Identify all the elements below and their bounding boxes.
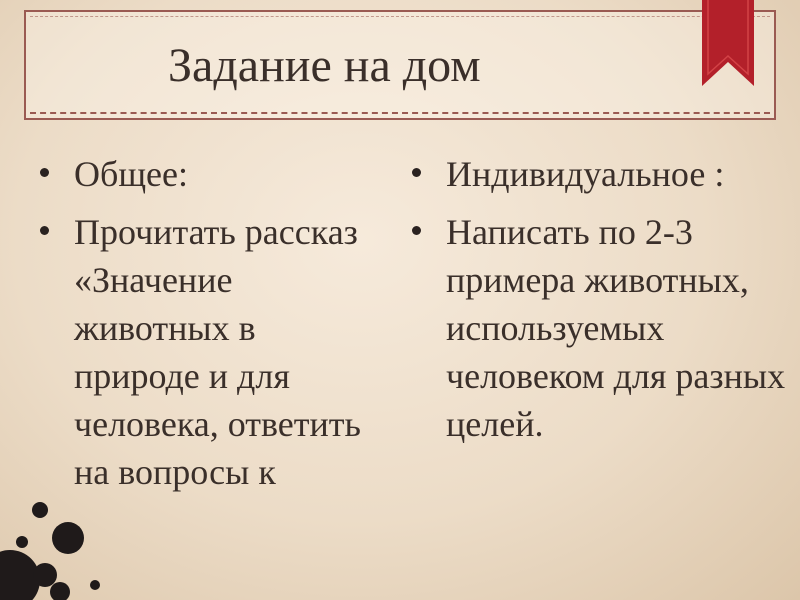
bullet-icon — [40, 168, 49, 177]
general-column — [40, 150, 380, 506]
bookmark-ribbon-icon — [700, 0, 756, 88]
individual-column — [412, 150, 792, 458]
ink-blot-decoration — [0, 480, 140, 600]
list-item-text: Написать по 2-3 примера животных, используемых человеком для разных целей. — [446, 212, 786, 444]
bullet-icon — [412, 168, 421, 177]
bullet-icon — [40, 226, 49, 235]
bullet-icon — [412, 226, 421, 235]
list-item-text: Индивидуальное : — [446, 154, 725, 194]
list-item-general-task — [40, 208, 380, 496]
list-item-text: Прочитать рассказ «Значение животных в природе и для человека, ответить на вопросы к — [74, 212, 361, 492]
slide-title: Задание на дом — [168, 39, 481, 92]
list-item-text: Общее: — [74, 154, 188, 194]
list-item-individual-heading — [412, 150, 792, 198]
list-item-individual-task — [412, 208, 792, 448]
list-item-general-heading — [40, 150, 380, 198]
